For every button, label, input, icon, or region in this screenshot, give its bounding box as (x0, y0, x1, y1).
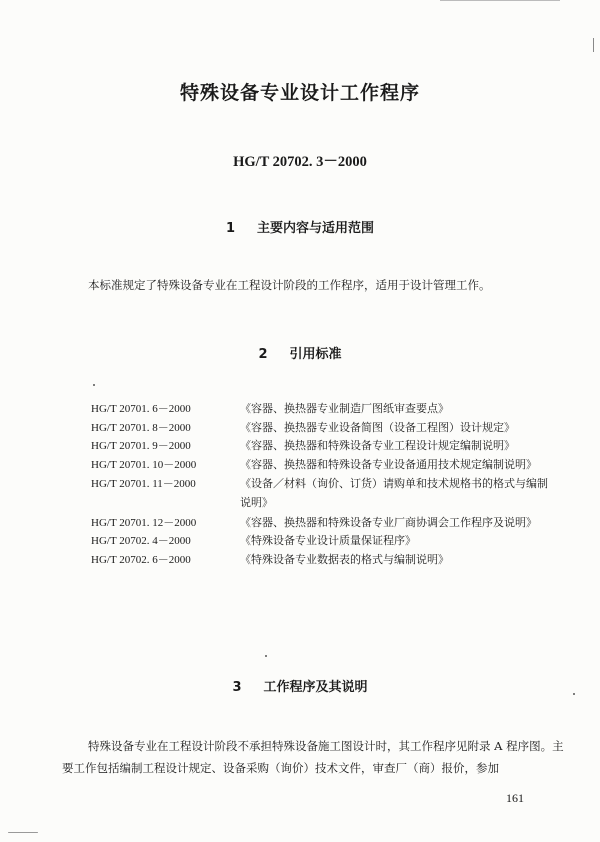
reference-item (91, 419, 571, 438)
scan-edge-mark (593, 38, 594, 52)
page-number: 161 (506, 791, 524, 805)
standard-code: HG/T 20702. 3－2000 (233, 154, 367, 170)
section-1-paragraph: 本标准规定了特殊设备专业在工程设计阶段的工作程序，适用于设计管理工作。 (88, 278, 491, 292)
section-title: 工作程序及其说明 (263, 680, 368, 695)
reference-list (91, 400, 571, 569)
scan-speck (93, 384, 95, 386)
reference-code: HG/T 20701. 8－2000 (91, 421, 191, 434)
reference-item (91, 456, 571, 475)
scan-edge-mark (8, 832, 38, 833)
reference-item (91, 437, 571, 456)
reference-item (91, 475, 571, 512)
reference-item (91, 551, 571, 570)
section-number: 1 (225, 221, 236, 236)
scan-edge-line (440, 0, 560, 1)
reference-item (91, 532, 571, 551)
reference-title: 《容器、换热器专业设备简图（设备工程图）设计规定》 (240, 420, 515, 434)
reference-code: HG/T 20701. 12－2000 (91, 516, 197, 529)
reference-title: 《特殊设备专业设计质量保证程序》 (240, 534, 416, 548)
reference-code: HG/T 20702. 4－2000 (91, 535, 191, 548)
reference-title: 《容器、换热器专业制造厂图纸审查要点》 (240, 402, 449, 415)
section-3-paragraph: 特殊设备专业在工程设计阶段不承担特殊设备施工图设计时，其工作程序见附录 A 程序图。主要工作包括编制工程设计规定、设备采购（询价）技术文件，审查厂（商）报价，参加 (62, 739, 564, 775)
reference-code: HG/T 20701. 11－2000 (91, 478, 196, 491)
reference-title: 《容器、换热器和特殊设备专业设备通用技术规定编制说明》 (240, 457, 537, 471)
section-heading-1 (0, 217, 600, 236)
reference-title: 《容器、换热器和特殊设备专业厂商协调会工作程序及说明》 (240, 515, 537, 529)
section-number: 2 (258, 347, 268, 362)
reference-title: 《设备／材料（询价、订货）请购单和技术规格书的格式与编制说明》 (240, 477, 548, 509)
section-title: 引用标准 (289, 347, 342, 362)
reference-item (91, 400, 571, 419)
section-number: 3 (232, 680, 242, 695)
scan-speck (573, 693, 575, 695)
section-title: 主要内容与适用范围 (257, 221, 375, 236)
reference-title: 《特殊设备专业数据表的格式与编制说明》 (240, 552, 449, 566)
reference-code: HG/T 20702. 6－2000 (91, 553, 191, 566)
reference-code: HG/T 20701. 9－2000 (91, 440, 191, 453)
reference-item (91, 514, 571, 533)
document-title: 特殊设备专业设计工作程序 (179, 82, 420, 104)
section-heading-3 (0, 676, 600, 695)
reference-code: HG/T 20701. 10－2000 (91, 458, 197, 471)
reference-code: HG/T 20701. 6－2000 (91, 403, 191, 415)
reference-title: 《容器、换热器和特殊设备专业工程设计规定编制说明》 (240, 439, 515, 453)
scan-speck (265, 655, 267, 657)
section-heading-2 (0, 343, 600, 362)
